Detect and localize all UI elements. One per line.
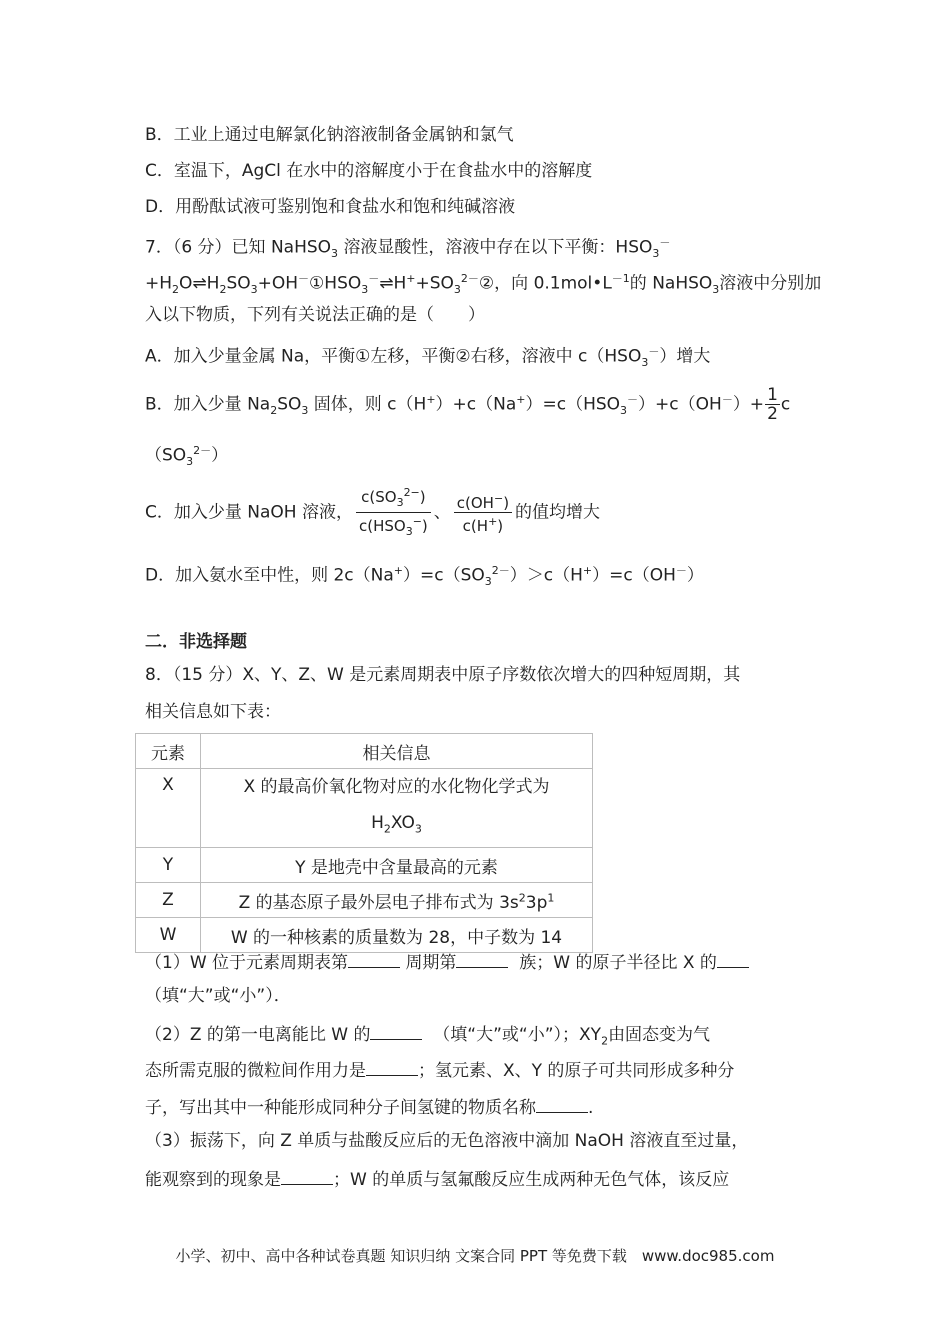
question-7-line2: $+H_2O\rightleftharpoons H_2SO_3+OH^-①HSO_3^-\rightleftharpoons H^++SO_3^{2-}②$，向 $0.1mol•L^{-1}$的 NaHSO$_3$溶液中分别加 <box>145 272 822 297</box>
question-8-part3-line2: 能观察到的现象是 ；W 的单质与氢氟酸反应生成两种无色气体，该反应 <box>145 1166 729 1191</box>
header-element: 元素 <box>136 734 201 769</box>
table-cell-element: Z <box>136 883 201 918</box>
table-header-row <box>136 734 593 769</box>
option-c-q6: C．室温下，AgCl 在水中的溶解度小于在食盐水中的溶解度 <box>145 161 593 181</box>
question-8-part2: （2）Z 的第一电离能比 W 的 （填“大”或“小”）；$XY_2$由固态变为气 <box>145 1021 710 1052</box>
table-cell-info: Y 是地壳中含量最高的元素 <box>201 848 593 883</box>
option-b-q7-line2: $(SO_3^{2-})$ <box>145 444 229 469</box>
option-b-q7: B．加入少量 $Na_2SO_3$ 固体，则 $c(H^+)+c(Na^+)=c(HSO_3^-)+c(OH^-)+$ $\frac{1}{2}$ c <box>145 385 791 424</box>
element-info-table <box>135 733 593 953</box>
table-cell-info: W 的一种核素的质量数为 28，中子数为 14 <box>201 918 593 953</box>
header-info: 相关信息 <box>201 734 593 769</box>
table-row <box>136 883 593 918</box>
question-8-part3: （3）振荡下，向 Z 单质与盐酸反应后的无色溶液中滴加 NaOH 溶液直至过量， <box>145 1131 749 1151</box>
table-row <box>136 769 593 848</box>
option-a-q7: A．加入少量金属 Na，平衡①左移，平衡②右移，溶液中 $c(HSO_3^-)$增大 <box>145 345 711 370</box>
question-8-line1: 8．（15 分）X、Y、Z、W 是元素周期表中原子序数依次增大的四种短周期，其 <box>145 665 741 685</box>
question-8-line2: 相关信息如下表： <box>145 702 281 722</box>
question-8-part1-line2: （填“大”或“小”）． <box>145 986 291 1006</box>
page-footer: 小学、初中、高中各种试卷真题 知识归纳 文案合同 PPT 等免费下载 www.doc985.com <box>175 1247 775 1265</box>
option-d-q6: D．用酚酞试液可鉴别饱和食盐水和饱和纯碱溶液 <box>145 197 516 217</box>
table-cell-element: X <box>136 769 201 848</box>
section-title: 二．非选择题 <box>145 632 247 652</box>
table-cell-info: Z 的基态原子最外层电子排布式为 $3s^23p^1$ <box>201 883 593 918</box>
option-b-q6: B．工业上通过电解氯化钠溶液制备金属钠和氯气 <box>145 125 514 145</box>
question-7-line1: 7．（6 分）已知 NaHSO$_3$ 溶液显酸性，溶液中存在以下平衡：$HSO_3^-$ <box>145 236 671 261</box>
question-7-line3: 入以下物质，下列有关说法正确的是（ ） <box>145 305 485 325</box>
question-8-part2-line3: 子，写出其中一种能形成同种分子间氢键的物质名称 . <box>145 1094 593 1119</box>
option-d-q7: D．加入氨水至中性，则 $2c(Na^+)=c(SO_3^{2-})>c(H^+)=c(OH^-)$ <box>145 564 704 589</box>
question-8-part2-line2: 态所需克服的微粒间作用力是 ；氢元素、X、Y 的原子可共同形成多种分 <box>145 1057 734 1082</box>
table-cell-element: W <box>136 918 201 953</box>
table-row <box>136 918 593 953</box>
option-c-q7: C．加入少量 NaOH 溶液， $\frac{c(SO_3^{2-})}{c(HSO_3^-)}$ 、 $\frac{c(OH^-)}{c(H^+)}$ 的值均增大 <box>145 484 600 538</box>
fraction-one-half: $\frac{1}{2}$ <box>767 385 778 424</box>
fraction-oh-h-ratio: $\frac{c(OH^-)}{c(H^+)}$ <box>454 490 512 535</box>
question-8-part1: （1）W 位于元素周期表第 周期第 族；W 的原子半径比 X 的 <box>145 949 749 974</box>
fraction-sulfite-ratio: $\frac{c(SO_3^{2-})}{c(HSO_3^-)}$ <box>356 484 431 541</box>
table-cell-info: X 的最高价氧化物对应的水化物化学式为 $H_2XO_3$ <box>201 769 593 848</box>
table-cell-element: Y <box>136 848 201 883</box>
table-row <box>136 848 593 883</box>
